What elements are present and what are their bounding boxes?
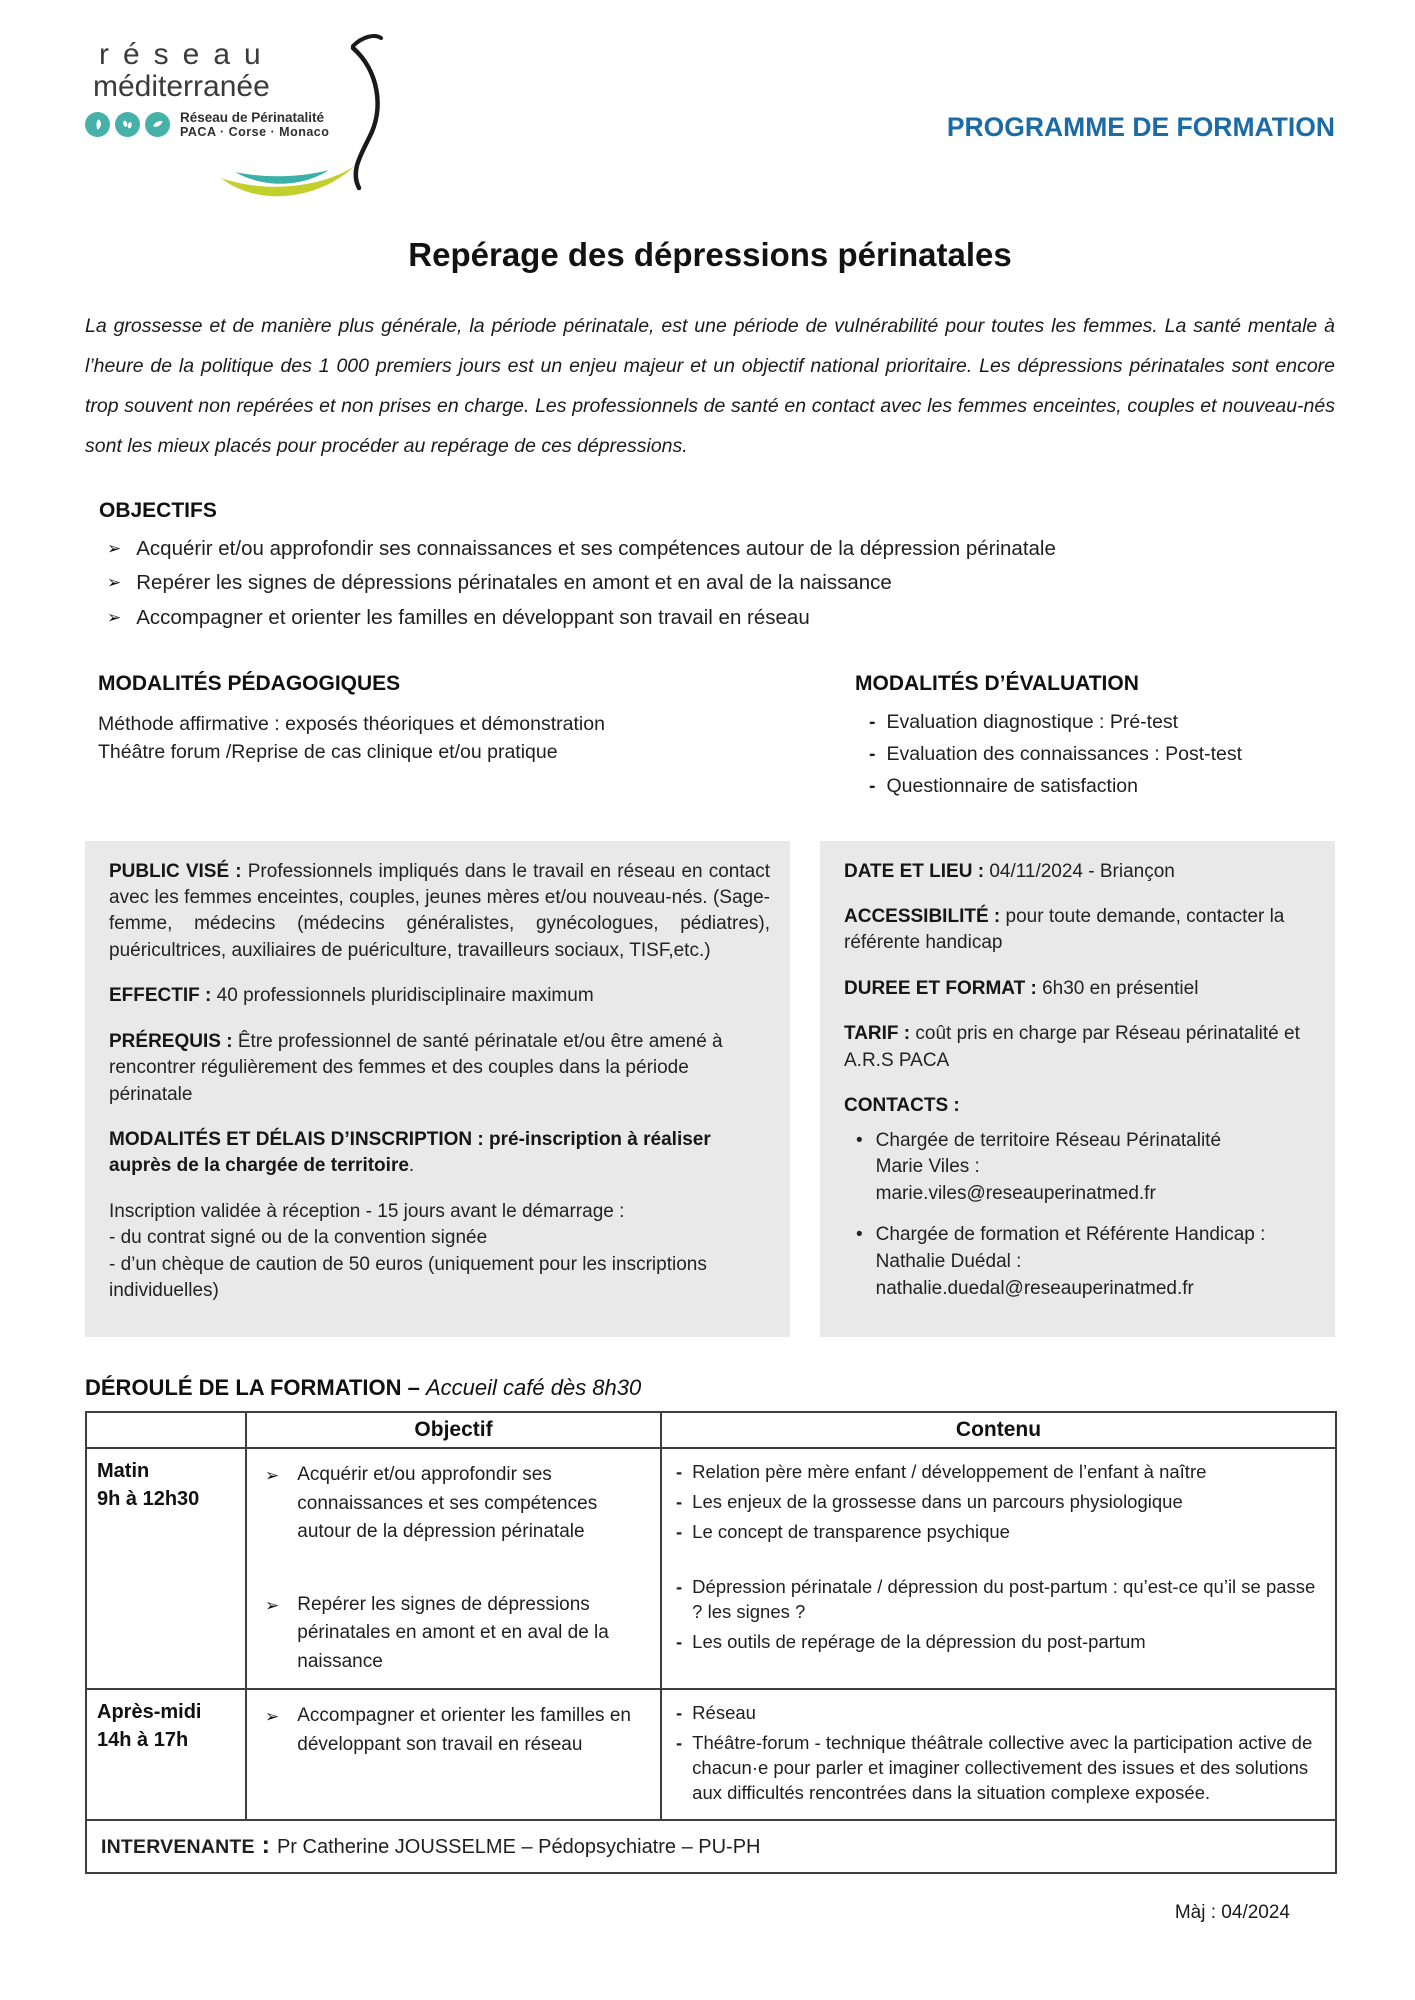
- contenu-item: [676, 1701, 1323, 1726]
- objectif-cell: [246, 1689, 661, 1820]
- program-label: PROGRAMME DE FORMATION: [946, 112, 1335, 142]
- table-row-intervenante: [86, 1820, 1336, 1873]
- time-cell: [86, 1448, 246, 1689]
- leaf-icon: [85, 112, 110, 137]
- duree-format-label: DUREE ET FORMAT :: [844, 977, 1043, 999]
- contenu-text: Le concept de transparence psychique: [692, 1521, 1010, 1543]
- intervenante-label: INTERVENANTE: [101, 1836, 255, 1859]
- evaluation-item: [869, 774, 1335, 799]
- intro-paragraph: La grossesse et de manière plus générale, la période périnatale, est une période de vulnérabilité pour toutes les femmes. La santé mentale à l’heure de la politique des 1 000 premiers jours est un enjeu majeur et un objectif national prioritaire. Les dépressions périnatales sont encore trop souvent non repérées et non prises en charge. Les professionnels de santé en contact avec les femmes enceintes, couples et nouveau-nés sont les mieux placés pour procéder au repérage de ces dépressions.: [85, 315, 1335, 458]
- arrow-bullet-icon: ➢: [265, 1466, 280, 1487]
- evaluation-text: Evaluation diagnostique : Pré-test: [886, 710, 1179, 733]
- evaluation-text: Questionnaire de satisfaction: [886, 775, 1138, 798]
- inscription-period: .: [408, 1155, 415, 1177]
- contact-name: Nathalie Duédal :: [875, 1251, 1022, 1273]
- public-vise: [109, 859, 770, 965]
- contenu-item: [676, 1731, 1323, 1806]
- contenu-cell: [661, 1689, 1336, 1820]
- inscription-bold-text: pré-inscription à réaliser auprès de la chargée de territoire: [109, 1128, 711, 1177]
- header: [85, 38, 1335, 206]
- arrow-bullet-icon: ➢: [107, 573, 122, 594]
- contact-lines: [876, 1128, 1221, 1209]
- contenu-text: Relation père mère enfant / développement de l’enfant à naître: [692, 1461, 1207, 1483]
- intervenante-cell: [86, 1820, 1336, 1873]
- contact-email: nathalie.duedal@reseauperinatmed.fr: [875, 1278, 1194, 1300]
- schedule-table: [85, 1411, 1337, 1874]
- effectif-text: 40 professionnels pluridisciplinaire maximum: [216, 985, 594, 1007]
- evaluation-item: [869, 710, 1335, 735]
- dash-bullet-icon: -: [676, 1631, 683, 1653]
- dash-bullet-icon: -: [676, 1732, 683, 1754]
- objective-text: Accompagner et orienter les familles en développant son travail en réseau: [297, 1705, 631, 1755]
- table-header-contenu: Contenu: [661, 1412, 1336, 1448]
- objective-text: Repérer les signes de dépressions périnatales en amont et en aval de la naissance: [297, 1593, 609, 1672]
- date-lieu-label: DATE ET LIEU :: [844, 860, 990, 882]
- swoosh-icon: [213, 156, 363, 208]
- contenu-text: Réseau: [692, 1702, 756, 1724]
- prerequis-label: PRÉREQUIS :: [109, 1030, 238, 1052]
- logo-title-line1: réseau: [99, 38, 275, 71]
- feet-icon: [115, 112, 140, 137]
- section-objectifs: [85, 499, 1335, 632]
- contenu-item: [676, 1575, 1323, 1625]
- objective-item: [107, 535, 1335, 563]
- public-vise-text: Professionnels impliqués dans le travail en réseau en contact avec les femmes enceintes, couples, jeunes mères et/ou nouveau-nés. (Sage-femme, médecins (médecins généralistes, gynécologues, pédiatres), puéricultrices, auxiliaires de puériculture, travailleurs sociaux, TISF,etc.): [109, 860, 770, 961]
- contenu-item: [676, 1630, 1323, 1655]
- evaluation-item: [869, 742, 1335, 767]
- objective-item: [265, 1461, 654, 1547]
- modalites-inscription: [109, 1127, 770, 1180]
- inscription-line: - d’un chèque de caution de 50 euros (uniquement pour les inscriptions individuelles): [109, 1253, 707, 1301]
- accessibilite-label: ACCESSIBILITÉ :: [844, 906, 1006, 928]
- section-modalites: [85, 672, 1335, 807]
- arrow-bullet-icon: ➢: [265, 1595, 280, 1616]
- logo-badges: [85, 112, 170, 137]
- objective-item: [107, 604, 1335, 632]
- dash-bullet-icon: -: [676, 1576, 683, 1598]
- inscription-line: - du contrat signé ou de la convention signée: [109, 1227, 488, 1249]
- modalites-evaluation-heading: MODALITÉS D’ÉVALUATION: [855, 671, 1139, 695]
- contenu-text: Les outils de repérage de la dépression du post-partum: [692, 1631, 1146, 1653]
- dash-bullet-icon: -: [869, 775, 876, 798]
- dash-bullet-icon: -: [869, 742, 876, 765]
- bullet-icon: •: [856, 1129, 863, 1151]
- contenu-text: Dépression périnatale / dépression du post-partum : qu’est-ce qu’il se passe ? les signes ?: [692, 1576, 1316, 1623]
- objective-text: Acquérir et/ou approfondir ses connaissances et ses compétences autour de la dépression périnatale: [297, 1464, 598, 1543]
- dash-bullet-icon: -: [676, 1702, 683, 1724]
- inscription-label: MODALITÉS ET DÉLAIS D’INSCRIPTION :: [109, 1128, 490, 1150]
- intervenante-text: Pr Catherine JOUSSELME – Pédopsychiatre – PU-PH: [276, 1836, 761, 1859]
- hand-icon: [145, 112, 170, 137]
- table-row-apres-midi: [86, 1689, 1336, 1820]
- bullet-icon: •: [856, 1224, 863, 1246]
- deroule-heading-italic: Accueil café dès 8h30: [426, 1375, 642, 1401]
- logo: [85, 38, 415, 198]
- contact-lines: [876, 1222, 1266, 1303]
- arrow-bullet-icon: ➢: [107, 607, 122, 628]
- modalites-pedagogiques-line: Théâtre forum /Reprise de cas clinique et/ou pratique: [98, 740, 558, 763]
- time-hours: 14h à 17h: [97, 1729, 189, 1752]
- contenu-cell: [661, 1448, 1336, 1689]
- objective-item: [265, 1591, 654, 1677]
- time-period: Après-midi: [97, 1701, 202, 1724]
- tarif-label: TARIF :: [844, 1023, 916, 1045]
- table-header-row: [86, 1412, 1336, 1448]
- date-lieu-text: 04/11/2024 - Briançon: [989, 860, 1175, 882]
- info-boxes: [85, 841, 1335, 1338]
- table-row-matin: [86, 1448, 1336, 1689]
- box-inscription-info: [85, 841, 790, 1338]
- logo-subtext: [180, 110, 329, 139]
- effectif: [109, 983, 770, 1009]
- modalites-pedagogiques: [85, 672, 855, 807]
- contact-name: Marie Viles :: [875, 1156, 980, 1178]
- accessibilite: [844, 904, 1315, 957]
- box-practical-info: [820, 841, 1335, 1338]
- contenu-text: Théâtre-forum - technique théâtrale collective avec la participation active de chacun·e pour parler et imaginer collectivement des issues et des solutions aux difficultés rencontrées dans la situation complexe exposée.: [692, 1732, 1313, 1804]
- arrow-bullet-icon: ➢: [107, 538, 122, 559]
- objective-item: [265, 1702, 654, 1759]
- evaluation-text: Evaluation des connaissances : Post-test: [886, 742, 1243, 765]
- objectifs-heading: OBJECTIFS: [99, 498, 217, 522]
- dash-bullet-icon: -: [676, 1521, 683, 1543]
- dash-bullet-icon: -: [676, 1461, 683, 1483]
- deroule-heading-bold: DÉROULÉ DE LA FORMATION –: [85, 1375, 426, 1401]
- page-title: Repérage des dépressions périnatales: [408, 236, 1012, 273]
- objective-text: Repérer les signes de dépressions périnatales en amont et en aval de la naissance: [136, 571, 892, 595]
- contact-role: Chargée de territoire Réseau Périnatalité: [875, 1129, 1222, 1151]
- effectif-label: EFFECTIF :: [109, 985, 217, 1007]
- prerequis: [109, 1029, 770, 1108]
- modalites-pedagogiques-line: Méthode affirmative : exposés théoriques et démonstration: [98, 712, 605, 735]
- logo-title-line2: méditerranée: [93, 70, 270, 103]
- objective-item: [107, 569, 1335, 597]
- arrow-bullet-icon: ➢: [265, 1707, 280, 1728]
- table-header-objectif: Objectif: [246, 1412, 661, 1448]
- public-vise-label: PUBLIC VISÉ :: [109, 860, 248, 882]
- contenu-text: Les enjeux de la grossesse dans un parcours physiologique: [692, 1491, 1183, 1513]
- time-period: Matin: [97, 1460, 150, 1483]
- accessibilite-text: pour toute demande, contacter la référente handicap: [844, 906, 1285, 954]
- inscription-line: Inscription validée à réception - 15 jours avant le démarrage :: [109, 1200, 625, 1222]
- inscription-details: [109, 1199, 770, 1305]
- objective-text: Acquérir et/ou approfondir ses connaissances et ses compétences autour de la dépression périnatale: [136, 536, 1056, 560]
- intervenante-colon: :: [254, 1831, 277, 1860]
- contenu-item: [676, 1460, 1323, 1485]
- time-cell: [86, 1689, 246, 1820]
- objectif-cell: [246, 1448, 661, 1689]
- objective-text: Accompagner et orienter les familles en développant son travail en réseau: [136, 605, 810, 629]
- logo-network-name: Réseau de Périnatalité: [180, 110, 325, 125]
- duree-format-text: 6h30 en présentiel: [1042, 977, 1199, 999]
- logo-regions: PACA · Corse · Monaco: [180, 125, 330, 139]
- dash-bullet-icon: -: [676, 1491, 683, 1513]
- contact-item: [856, 1128, 1315, 1209]
- prerequis-text: Être professionnel de santé périnatale et/ou être amené à rencontrer régulièrement des femmes et des couples dans la période périnatale: [109, 1030, 723, 1105]
- tarif-text: coût pris en charge par Réseau périnatalité et A.R.S PACA: [844, 1023, 1300, 1071]
- contact-email: marie.viles@reseauperinatmed.fr: [875, 1183, 1156, 1205]
- contenu-item: [676, 1490, 1323, 1515]
- time-hours: 9h à 12h30: [97, 1488, 200, 1511]
- update-date: Màj : 04/2024: [1174, 1902, 1290, 1924]
- contact-role: Chargée de formation et Référente Handicap :: [875, 1224, 1266, 1246]
- tarif: [844, 1021, 1315, 1074]
- modalites-evaluation: [855, 672, 1335, 807]
- table-header-empty: [86, 1412, 246, 1448]
- contenu-item: [676, 1520, 1323, 1545]
- dash-bullet-icon: -: [869, 710, 876, 733]
- modalites-pedagogiques-heading: MODALITÉS PÉDAGOGIQUES: [98, 671, 401, 695]
- contact-item: [856, 1222, 1315, 1303]
- duree-format: [844, 976, 1315, 1002]
- date-lieu: [844, 859, 1315, 885]
- contacts-heading: CONTACTS :: [844, 1095, 960, 1117]
- deroule-heading: [85, 1375, 1335, 1401]
